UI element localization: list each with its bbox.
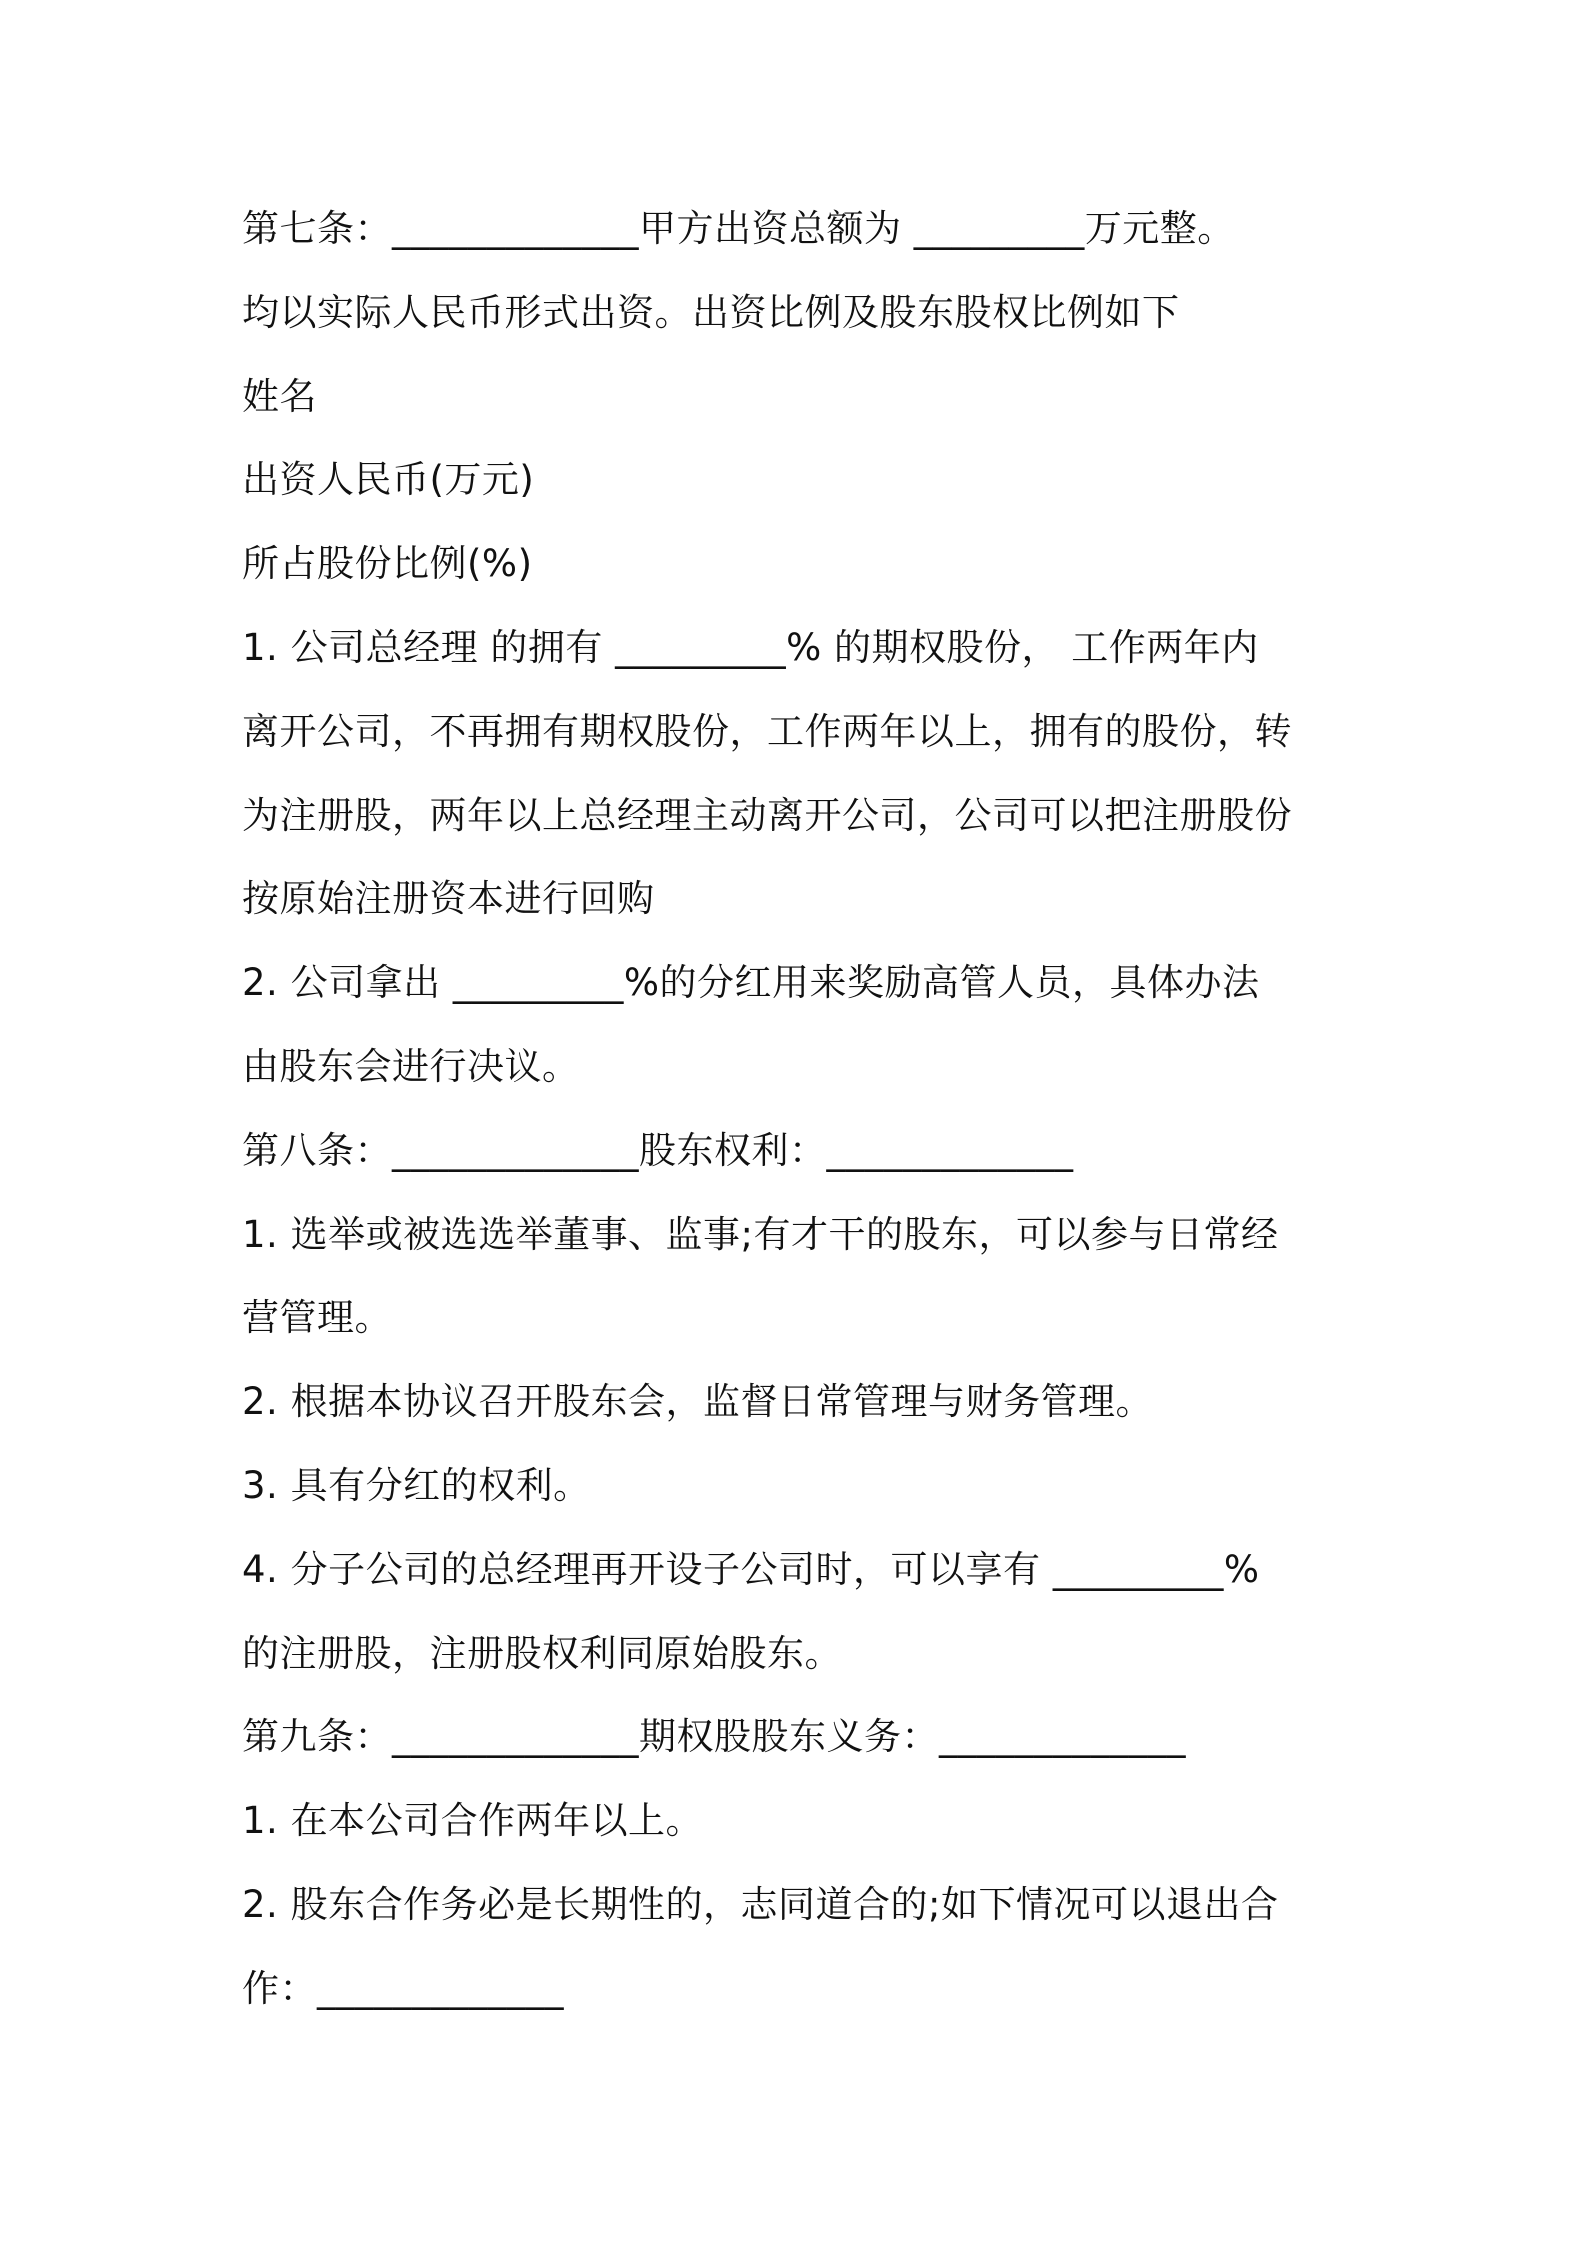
right-1-line-1: 1. 选举或被选选举董事、监事;有才干的股东，可以参与日常经 bbox=[242, 1213, 1279, 1256]
article-8-line: 第八条：_____________股东权利：_____________ bbox=[242, 1129, 1074, 1172]
contribution-rmb-label: 出资人民币(万元) bbox=[242, 458, 535, 501]
duty-2-line-2: 作：_____________ bbox=[242, 1967, 564, 2010]
right-3-line: 3. 具有分红的权利。 bbox=[242, 1464, 591, 1507]
clause-1-line-2: 离开公司，不再拥有期权股份，工作两年以上，拥有的股份，转 bbox=[242, 710, 1292, 753]
share-ratio-label: 所占股份比例(%) bbox=[242, 542, 533, 585]
right-4-line-1: 4. 分子公司的总经理再开设子公司时，可以享有 _________% bbox=[242, 1548, 1260, 1591]
right-4-line-2: 的注册股，注册股权利同原始股东。 bbox=[242, 1632, 842, 1675]
clause-2-line-1: 2. 公司拿出 _________%的分红用来奖励高管人员，具体办法 bbox=[242, 961, 1260, 1004]
article-7-line: 第七条：_____________甲方出资总额为 _________万元整。 bbox=[242, 207, 1235, 250]
contribution-text-line: 均以实际人民币形式出资。出资比例及股东股权比例如下 bbox=[242, 291, 1180, 334]
clause-1-line-3: 为注册股，两年以上总经理主动离开公司，公司可以把注册股份 bbox=[242, 794, 1292, 837]
duty-2-line-1: 2. 股东合作务必是长期性的，志同道合的;如下情况可以退出合 bbox=[242, 1883, 1279, 1926]
right-2-line: 2. 根据本协议召开股东会，监督日常管理与财务管理。 bbox=[242, 1380, 1154, 1423]
clause-1-line-1: 1. 公司总经理 的拥有 _________% 的期权股份， 工作两年内 bbox=[242, 626, 1259, 669]
name-label: 姓名 bbox=[242, 375, 317, 418]
right-1-line-2: 营管理。 bbox=[242, 1296, 392, 1339]
article-9-line: 第九条：_____________期权股股东义务：_____________ bbox=[242, 1715, 1186, 1758]
clause-2-line-2: 由股东会进行决议。 bbox=[242, 1045, 580, 1088]
duty-1-line: 1. 在本公司合作两年以上。 bbox=[242, 1799, 704, 1842]
clause-1-line-4: 按原始注册资本进行回购 bbox=[242, 877, 655, 920]
